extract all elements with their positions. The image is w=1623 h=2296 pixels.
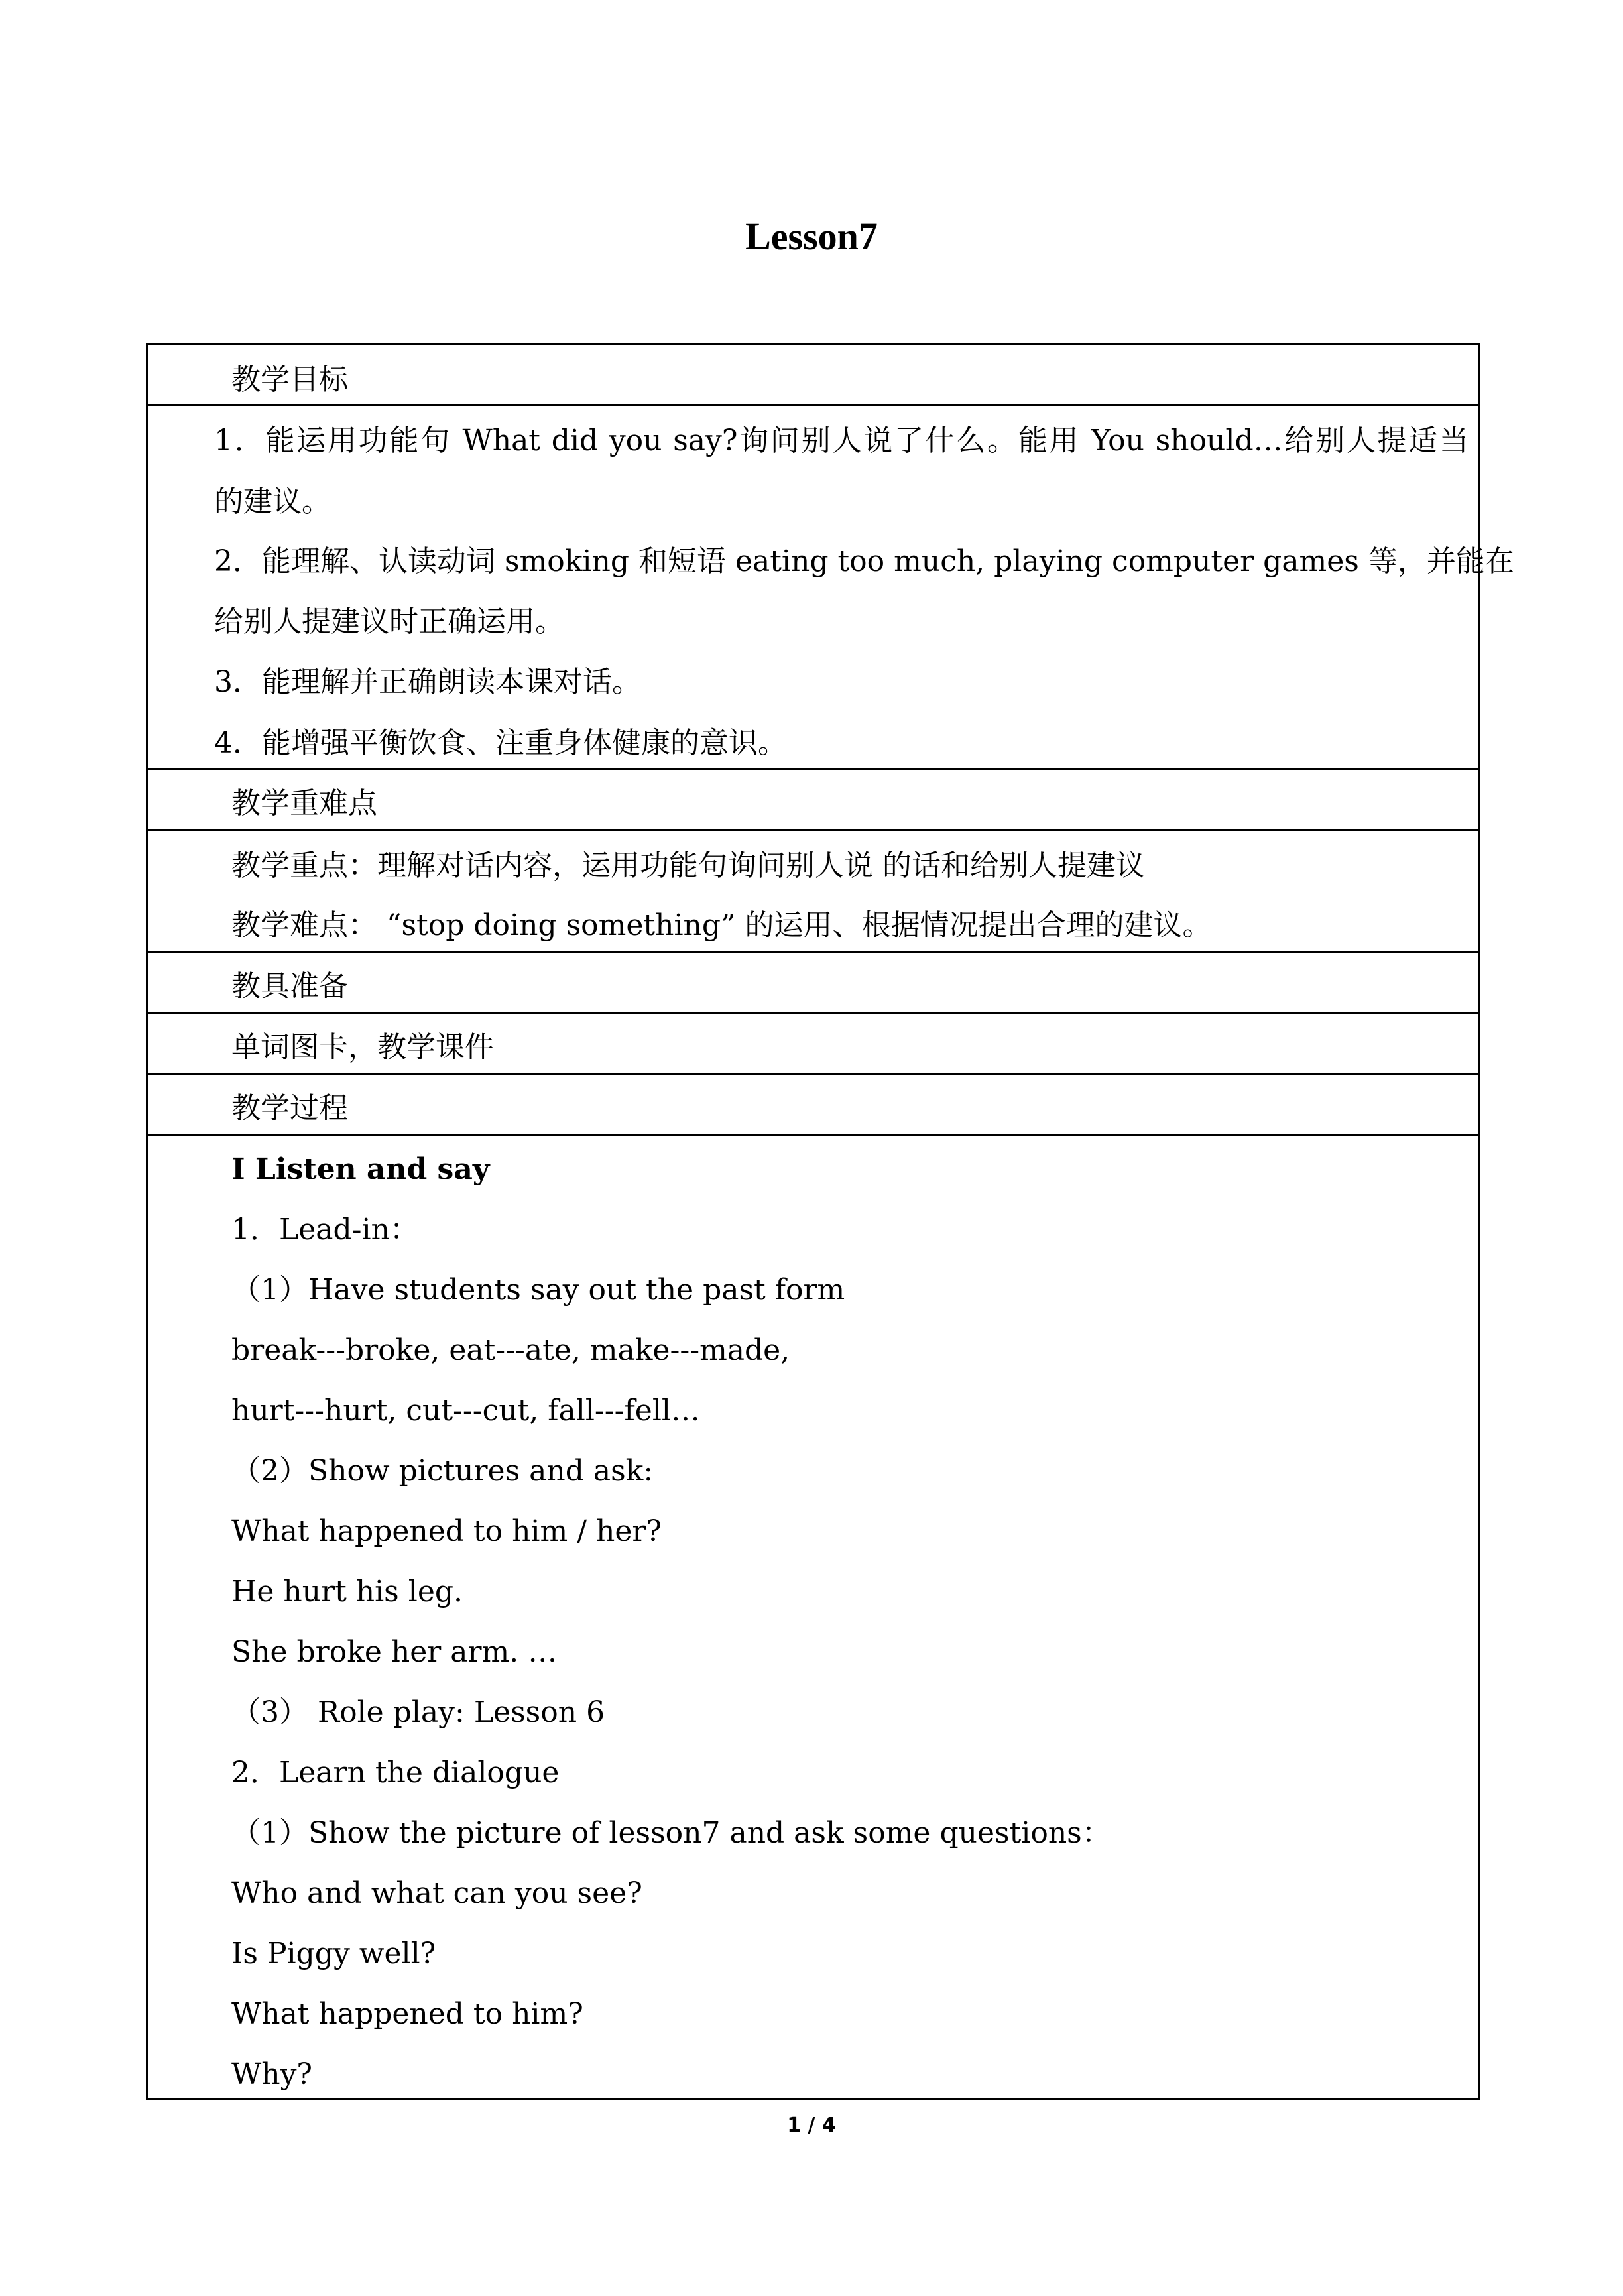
process-line: Who and what can you see?	[231, 1876, 642, 1910]
process-line: Why?	[231, 2057, 313, 2091]
materials-header-row	[148, 953, 1478, 1014]
objectives-header: 教学目标	[231, 363, 348, 396]
process-line: break---broke, eat---ate, make---made,	[231, 1333, 790, 1367]
objective-line: 给别人提建议时正确运用。	[214, 605, 564, 638]
process-section-heading	[231, 1150, 489, 1189]
process-content-row	[148, 1136, 1478, 2098]
process-header: 教学过程	[231, 1091, 348, 1125]
process-line: He hurt his leg.	[231, 1575, 463, 1608]
process-line: What happened to him?	[231, 1997, 583, 2031]
key-points-header-row	[148, 770, 1478, 831]
difficult-point-line: 教学难点： “stop doing something” 的运用、根据情况提出合理的建议。	[231, 908, 1212, 942]
page-indicator: 1 / 4	[787, 2114, 836, 2137]
materials-content: 单词图卡，教学课件	[231, 1030, 494, 1064]
process-line: Is Piggy well?	[231, 1937, 436, 1970]
section-title: Listen and say	[255, 1152, 490, 1186]
page-title: Lesson7	[745, 215, 878, 258]
process-line: （3） Role play: Lesson 6	[231, 1695, 605, 1729]
materials-header: 教具准备	[231, 969, 348, 1003]
process-line: What happened to him / her?	[231, 1514, 662, 1548]
key-points-header: 教学重难点	[231, 786, 377, 820]
objective-line: 4．能增强平衡饮食、注重身体健康的意识。	[214, 726, 787, 760]
materials-content-row	[148, 1014, 1478, 1075]
process-header-row	[148, 1075, 1478, 1136]
objective-line: 的建议。	[214, 485, 331, 518]
process-line: （2）Show pictures and ask:	[231, 1454, 654, 1488]
key-points-content-row	[148, 831, 1478, 953]
process-line: （1）Show the picture of lesson7 and ask some questions：	[231, 1816, 1111, 1850]
section-number: Ⅰ	[231, 1152, 245, 1186]
objective-line: 1．能运用功能句 What did you say?询问别人说了什么。能用 You should…给别人提适当	[214, 424, 1469, 457]
process-line: hurt---hurt, cut---cut, fall---fell…	[231, 1394, 700, 1427]
lesson-plan-table	[146, 343, 1514, 2100]
objective-line: 3．能理解并正确朗读本课对话。	[214, 665, 641, 699]
process-line: She broke her arm. …	[231, 1635, 558, 1669]
process-line: 1．Lead-in：	[231, 1213, 419, 1246]
objectives-header-row	[148, 345, 1478, 406]
objectives-content-row	[148, 406, 1514, 770]
objective-line: 2．能理解、认读动词 smoking 和短语 eating too much, playing computer games 等，并能在	[214, 544, 1514, 578]
key-point-line: 教学重点：理解对话内容，运用功能句询问别人说 的话和给别人提建议	[231, 849, 1145, 882]
process-line: 2．Learn the dialogue	[231, 1756, 560, 1789]
process-line: （1）Have students say out the past form	[231, 1273, 845, 1307]
